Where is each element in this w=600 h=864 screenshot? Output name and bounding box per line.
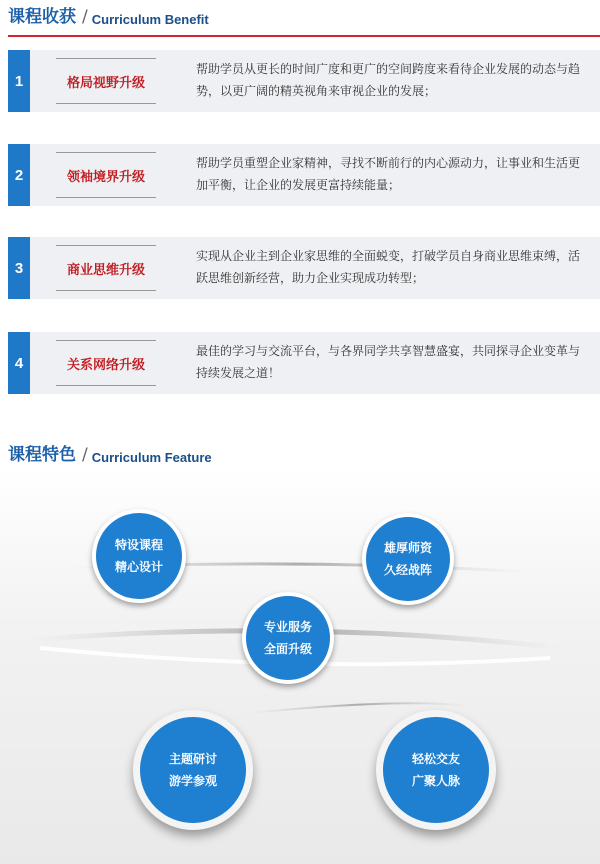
feature-line-2: 游学参观 [168,774,217,788]
feature-line-1: 专业服务 [263,620,312,634]
benefit-title-zh: 课程收获 [8,7,76,27]
benefit-title-box [56,152,156,198]
feature-line-1: 轻松交友 [411,752,460,766]
benefit-description: 实现从企业主到企业家思维的全面蜕变，打破学员自身商业思维束缚，活跃思维创新经营，助力企业实现成功转型； [196,249,581,285]
benefit-item [8,332,600,394]
benefit-description: 帮助学员从更长的时间广度和更广的空间跨度来看待企业发展的动态与趋势，以更广阔的精英视角来审视企业的发展； [196,62,581,98]
feature-line-2: 全面升级 [263,642,312,656]
benefit-title: 领袖境界升级 [66,169,145,185]
benefit-title: 关系网络升级 [66,357,145,373]
benefit-number: 1 [8,50,30,112]
benefit-number: 4 [8,332,30,394]
feature-title-zh: 课程特色 [8,445,76,465]
benefit-title-box [56,245,156,291]
feature-circle [242,592,334,684]
feature-line-2: 广聚人脉 [411,774,460,788]
feature-section-title [8,441,212,465]
benefit-title: 格局视野升级 [66,75,145,91]
feature-title-en: Curriculum Feature [91,450,212,465]
benefit-title: 商业思维升级 [66,262,145,278]
feature-circle [362,513,454,605]
benefit-description: 帮助学员重塑企业家精神，寻找不断前行的内心源动力，让事业和生活更加平衡，让企业的发展更富持续能量； [196,156,581,192]
benefit-number: 3 [8,237,30,299]
title-slash: / [82,7,88,27]
title-slash: / [82,445,88,465]
benefit-item [8,144,600,206]
benefit-item [8,237,600,299]
benefit-item [8,50,600,112]
benefit-title-box [56,340,156,386]
benefit-number: 2 [8,144,30,206]
benefit-title-box [56,58,156,104]
benefit-title-en: Curriculum Benefit [91,12,209,27]
benefit-divider [8,35,600,37]
feature-circle [133,710,253,830]
feature-line-1: 雄厚师资 [383,541,432,555]
benefit-description: 最佳的学习与交流平台，与各界同学共享智慧盛宴，共同探寻企业变革与持续发展之道！ [196,344,581,380]
feature-line-2: 久经战阵 [383,563,432,577]
feature-circle [376,710,496,830]
feature-line-1: 特设课程 [114,538,163,552]
feature-line-1: 主题研讨 [168,752,217,766]
feature-line-2: 精心设计 [114,560,163,574]
feature-circle [92,509,186,603]
benefit-section-title [8,3,209,27]
feature-graphic [0,468,600,864]
